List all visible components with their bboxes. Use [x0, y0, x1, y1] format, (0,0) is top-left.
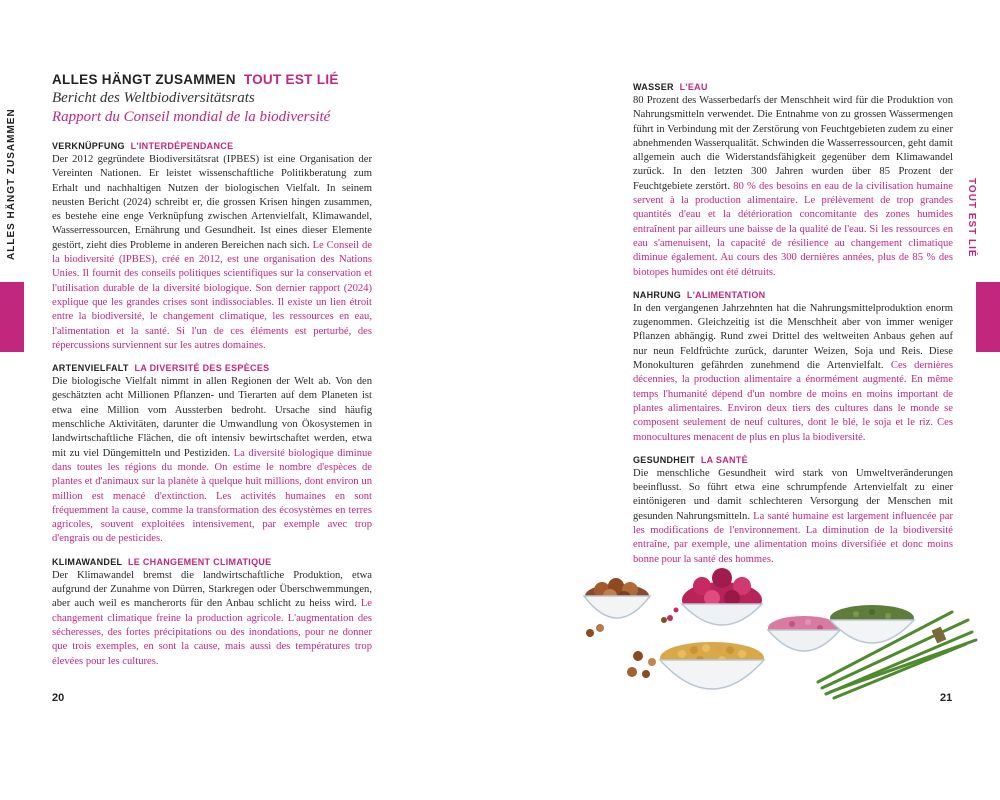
title-de: ALLES HÄNGT ZUSAMMEN: [52, 72, 236, 87]
text-fr: 80 % des besoins en eau de la civilisation humaine servent à la production alimentaire. Le prélèvement de trop grandes quantités d'eau et la détérioration concomitante des zones humides entraînent par ailleurs une baisse de la qualité de l'eau. Si les ressources en eau s'amenuisent, la capacité de résilience au changement climatique diminue également. Au cours des 300 dernières années, plus de 85 % des biotopes humides ont été détruits.: [633, 180, 954, 278]
heading-fr: LA SANTÉ: [700, 454, 748, 465]
text-fr: La diversité biologique diminue dans toutes les régions du monde. On estime le nombre d'espèces de plantes et d'animaux sur la planète à quelque huit millions, dont environ un million est menacé d'extinction. Les activités humaines en sont fréquemment la cause, comme la transformation des écosystèmes en terres agricoles, souvent exploitées intensivement, par exemple avec trop d'engrais ou de pesticides.: [52, 447, 373, 545]
section-text-verknuepfung: [52, 153, 372, 353]
heading-de: WASSER: [633, 82, 674, 92]
onion-tie: [932, 627, 947, 644]
section-text-klimawandel: [52, 569, 372, 669]
section-text-wasser: [633, 94, 953, 280]
side-tab-right: [976, 282, 1000, 352]
subtitle-de: Bericht des Weltbiodiversitätsrats: [52, 90, 255, 106]
text-fr: Le changement climatique freine la production agricole. L'augmentation des sécheresses, des fortes précipitations ou des inondations, pour ne donner que trois exemples, en sont la cause, mais aussi des températures trop élevées pour les cultures.: [52, 598, 372, 667]
text-de: In den vergangenen Jahrzehnten hat die Nahrungsmittelproduktion enorm zugenommen. Gleichzeitig ist die Menschheit aber von immer weniger Pflanzen abhängig. Rund zwei Drittel des weltweiten Anbaus gehen auf nur neun Feldfrüchte zurück, darunter Weizen, Soja und Reis. Diese Monokulturen gefährden zunehmend die Artenvielfalt.: [633, 302, 953, 372]
heading-de: KLIMAWANDEL: [52, 556, 123, 567]
section-text-artenvielfalt: [52, 375, 372, 547]
side-label-right: TOUT EST LIÉ: [966, 178, 977, 258]
section-heading-nahrung: [633, 290, 953, 300]
text-fr: La santé humaine est largement influencée par les modifications de l'environnement. La diminution de la biodiversité entraîne, par exemple, une alimentation moins diversifiée et donc moins bonne pour la santé des hommes.: [633, 510, 953, 565]
section-heading-gesundheit: [633, 455, 953, 465]
text-de: Der Klimawandel bremst die landwirtschaftliche Produktion, etwa aufgrund der Zunahme von Dürren, Starkregen oder Überschwemmungen, aber auch weil es mancherorts für den Anbau schlicht zu heiss wird.: [52, 569, 372, 610]
section-heading-verknuepfung: [52, 141, 372, 151]
heading-de: ARTENVIELFALT: [52, 363, 129, 374]
section-heading-klimawandel: [52, 557, 372, 567]
heading-de: NAHRUNG: [633, 289, 682, 300]
pink-grain-bowl: [768, 616, 840, 651]
heading-fr: L'INTERDÉPENDANCE: [130, 141, 234, 151]
subtitle-fr: Rapport du Conseil mondial de la biodiversité: [52, 109, 331, 125]
section-text-nahrung: [633, 302, 953, 445]
heading-de: VERKNÜPFUNG: [52, 141, 125, 151]
section-heading-artenvielfalt: [52, 363, 372, 373]
text-de: 80 Prozent des Wasserbedarfs der Menschheit wird für die Produktion von Nahrungsmitteln verwendet. Die Entnahme von zu grossen Wassermengen führt in Verbindung mit der Zerstörung von Feuchtgebieten zudem zu einer abnehmenden Wasserqualität. Schwinden die Wasserressourcen, geht damit allgemein auch die Widerstandsfähigkeit gegenüber dem Klimawandel zurück. In den letzten 300 Jahren wurden über 85 Prozent der Feuchtgebiete zerstört.: [633, 95, 953, 192]
heading-fr: L'EAU: [679, 82, 708, 92]
section-heading-wasser: [633, 82, 953, 92]
scattered-nuts: [586, 617, 667, 678]
hazelnut-bowl: [584, 578, 650, 618]
red-berries-bowl: [667, 568, 762, 625]
title-fr: TOUT EST LIÉ: [243, 72, 339, 87]
side-tab-left: [0, 282, 24, 352]
page-number-right: 21: [940, 692, 953, 704]
text-de: Der 2012 gegründete Biodiversitätsrat (IPBES) ist eine Organisation der Vereinten Nationen. Er leistet wissenschaftliche Politikberatung zum Erhalt und nachhaltigen Nutzen der biologischen Vielfalt. In seinem neusten Bericht (2024) schreibt er, die grossen Krisen hingen zusammen, es bestehe eine enge Verknüpfung zwischen Artenvielfalt, Klimawandel, Wasserressourcen, Ernährung und Gesundheit. Ist eines dieser Elemente gestört, zieht dies Probleme in anderen Bereichen nach sich.: [52, 154, 372, 251]
food-bowls-illustration: [572, 548, 980, 718]
page-title: [52, 72, 372, 87]
text-de: Die biologische Vielfalt nimmt in allen Regionen der Welt ab. Von den geschätzten acht Millionen Pflanzen- und Tierarten auf dem Planeten ist etwa eine Million vom Aussterben bedroht. Ursache sind häufig menschliche Aktivitäten, darunter die Umwandlung von Ökosystemen in landwirtschaftliche Flächen, die oft intensiv bewirtschaftet werden, etwa mit zu viel Düngemitteln und Pestiziden.: [52, 376, 372, 459]
chickpea-bowl: [660, 642, 764, 689]
left-column: [52, 72, 372, 669]
heading-fr: LA DIVERSITÉ DES ESPÈCES: [134, 363, 270, 374]
page-number-left: 20: [52, 692, 65, 704]
heading-fr: L'ALIMENTATION: [686, 289, 766, 300]
text-fr: Le Conseil de la biodiversité (IPBES), créé en 2012, est une organisation des Nations Unies. Il fournit des conseils politiques scientifiques sur la conservation et l'utilisation durable de la diversité biologique. Son dernier rapport (2024) explique que les grandes crises sont indissociables. Il existe un lien étroit entre la biodiversité, le changement climatique, les ressources en eau, l'alimentation et la santé. Si l'un de ces éléments est perturbé, des répercussions surviennent sur les autres domaines.: [52, 239, 372, 351]
right-column: [633, 82, 953, 567]
heading-fr: LE CHANGEMENT CLIMATIQUE: [127, 556, 272, 567]
side-label-left: ALLES HÄNGT ZUSAMMEN: [6, 108, 17, 260]
text-fr: Ces dernières décennies, la production alimentaire a énormément augmenté. En même temps l'humanité dépend d'un nombre de moins en moins important de plantes alimentaires. Environ deux tiers des cultures dans le monde se composent seulement de neuf cultures, dont le blé, le soja et le riz. Ces monocultures menacent de plus en plus la biodiversité.: [633, 360, 953, 443]
text-de: Die menschliche Gesundheit wird stark von Umweltveränderungen beeinflusst. So führt etwa eine schrumpfende Artenvielfalt zu einer eintönigeren und damit schlechteren Versorgung der Menschen mit gesunden Nahrungsmitteln.: [633, 467, 953, 522]
heading-de: GESUNDHEIT: [633, 454, 696, 465]
